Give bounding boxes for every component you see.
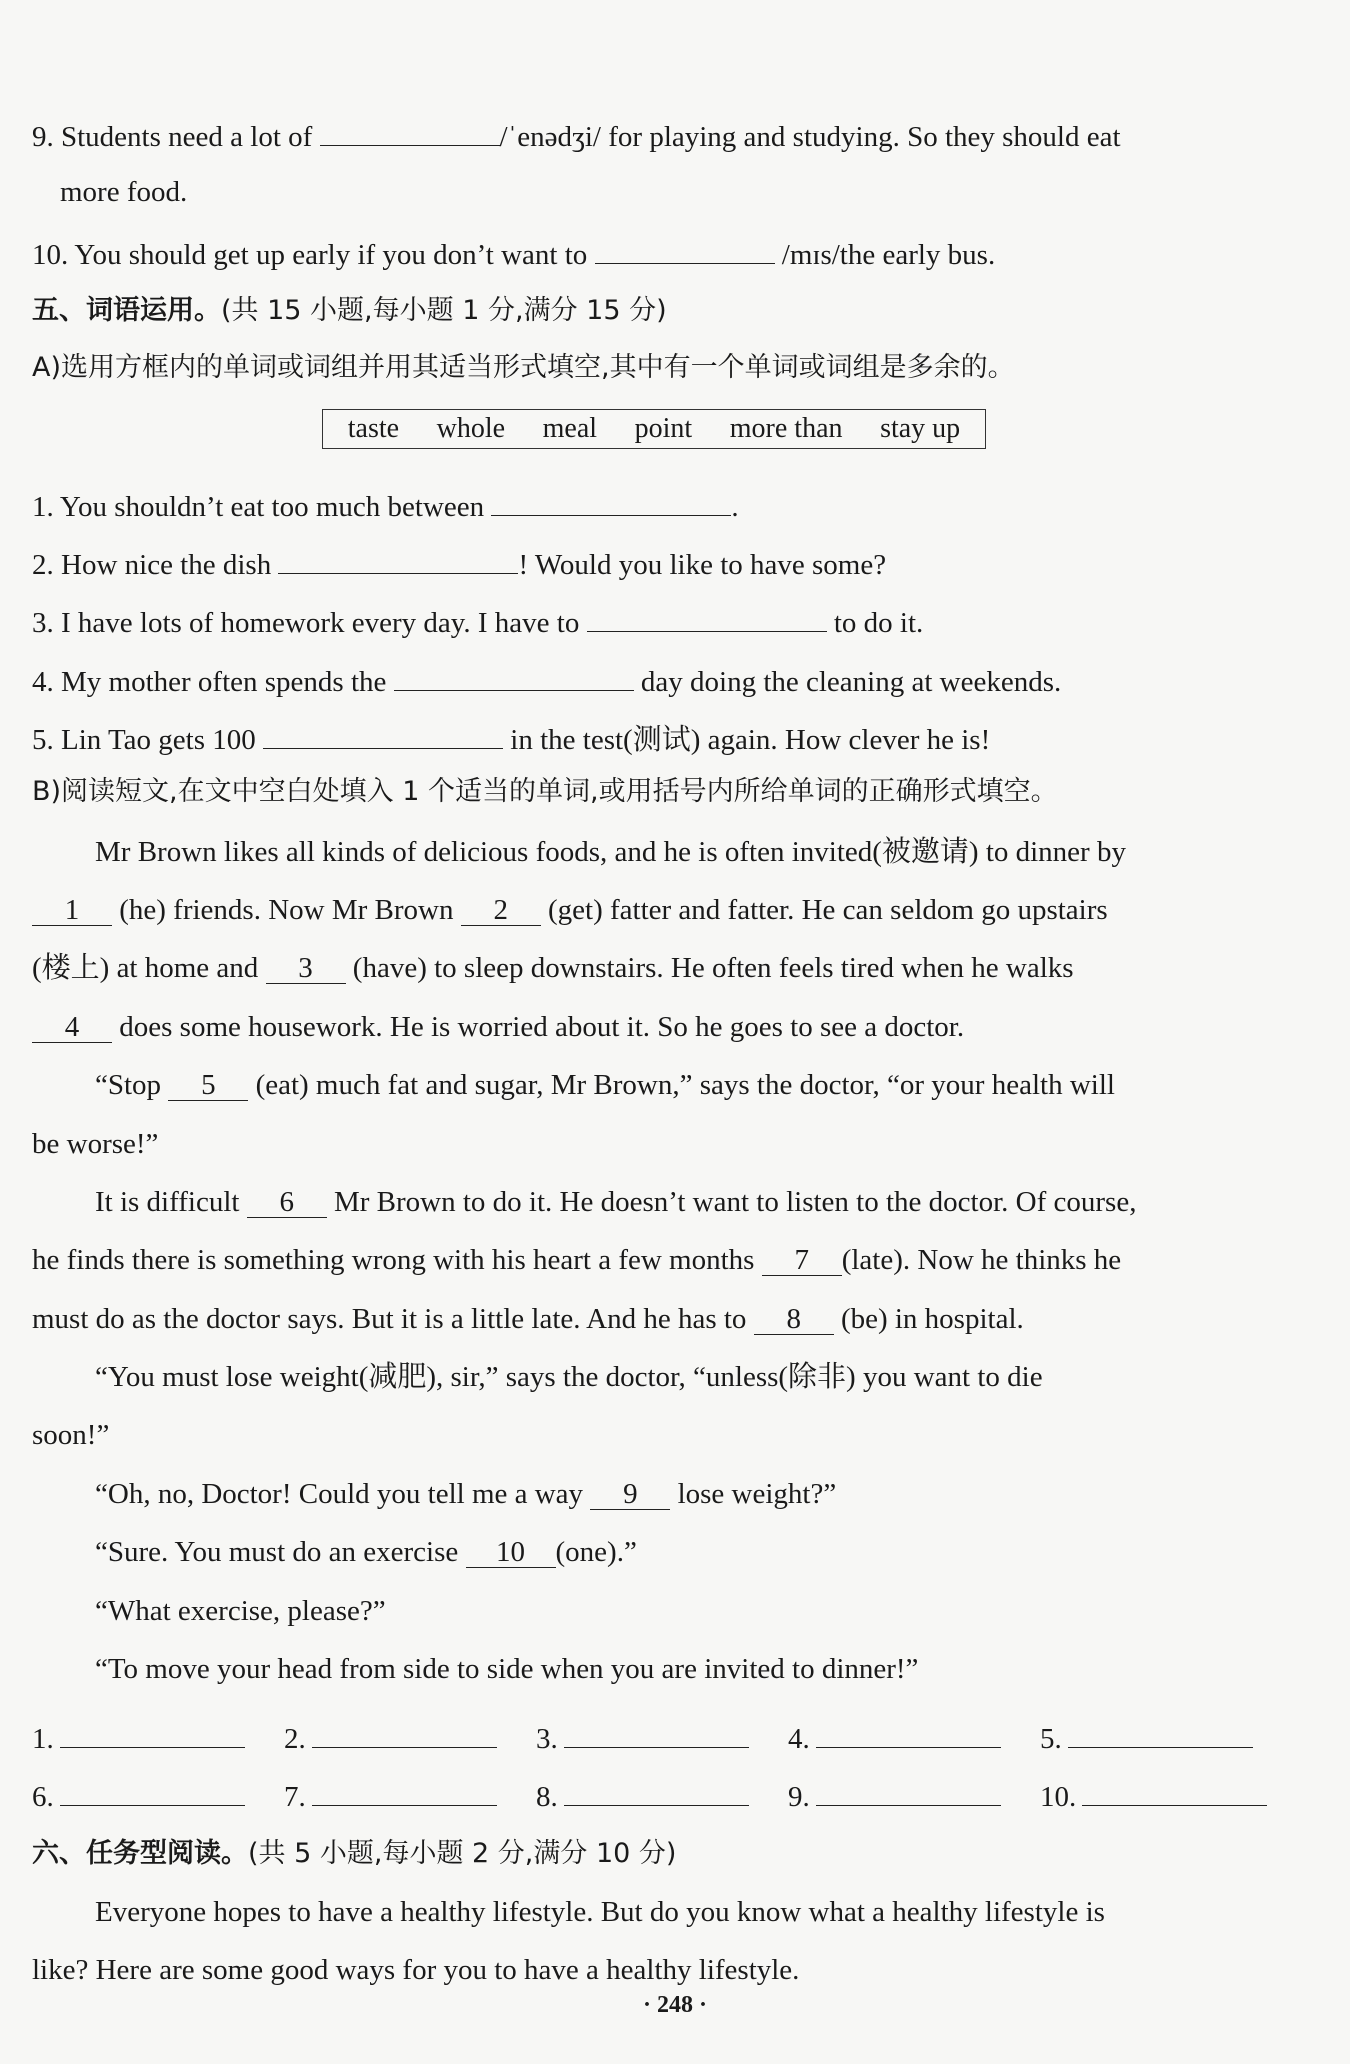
passage-text: he finds there is something wrong with his heart a few months <box>32 1244 755 1276</box>
passage-blank[interactable]: 5 <box>168 1070 248 1101</box>
passage-line: Mr Brown likes all kinds of delicious foods, and he is often invited(被邀请) to dinner by <box>95 836 1126 868</box>
answer-cell <box>788 1775 1040 1814</box>
answer-cell <box>1040 1717 1292 1756</box>
item-text-end: day doing the cleaning at weekends. <box>640 666 1062 698</box>
passage-text: “Sure. You must do an exercise <box>95 1536 459 1568</box>
passage-blank[interactable]: 6 <box>247 1187 327 1218</box>
passage-text: does some housework. He is worried about it. So he goes to see a doctor. <box>119 1011 965 1043</box>
passage-line <box>32 1010 1290 1045</box>
item-blank[interactable] <box>491 485 731 516</box>
section-6-info: (共 5 小题,每小题 2 分,满分 10 分) <box>248 1838 677 1869</box>
word-box <box>322 409 986 449</box>
answer-cell <box>284 1717 536 1756</box>
word-option: whole <box>436 413 506 444</box>
section-6-title: 六、任务型阅读。 <box>32 1838 248 1869</box>
item-text-end: to do it. <box>833 607 924 639</box>
word-option: meal <box>542 413 598 444</box>
item-text: 4. My mother often spends the <box>32 666 387 698</box>
answer-number: 3. <box>536 1723 558 1755</box>
item-blank[interactable] <box>278 543 518 574</box>
answer-row-2 <box>32 1775 1292 1814</box>
answer-row-1 <box>32 1717 1292 1756</box>
item-text: 3. I have lots of homework every day. I have to <box>32 607 580 639</box>
answer-number: 7. <box>284 1781 306 1813</box>
question-9 <box>32 115 1290 155</box>
item-blank[interactable] <box>394 660 634 691</box>
passage-text: “Stop <box>95 1069 162 1101</box>
answer-number: 8. <box>536 1781 558 1813</box>
item-text-end: in the test(测试) again. How clever he is! <box>510 724 991 756</box>
passage-text: (one).” <box>555 1536 637 1568</box>
item-text: 5. Lin Tao gets 100 <box>32 724 256 756</box>
answer-number: 4. <box>788 1723 810 1755</box>
answer-blank[interactable] <box>312 1717 497 1748</box>
passage-line: “What exercise, please?” <box>95 1595 386 1627</box>
passage-line: “You must lose weight(减肥), sir,” says the doctor, “unless(除非) you want to die <box>95 1361 1043 1393</box>
q10-blank[interactable] <box>595 233 775 264</box>
page-number: · 248 · <box>642 1992 707 2018</box>
answer-blank[interactable] <box>1082 1775 1267 1806</box>
passage-blank[interactable]: 9 <box>590 1479 670 1510</box>
answer-cell <box>536 1717 788 1756</box>
answer-blank[interactable] <box>60 1717 245 1748</box>
answer-number: 9. <box>788 1781 810 1813</box>
passage-blank[interactable]: 7 <box>762 1245 842 1276</box>
q9-text: 9. Students need a lot of <box>32 121 313 153</box>
answer-cell <box>32 1775 284 1814</box>
answer-number: 10. <box>1040 1781 1077 1813</box>
answer-cell <box>284 1775 536 1814</box>
passage-text: (be) in hospital. <box>840 1303 1024 1335</box>
answer-blank[interactable] <box>816 1775 1001 1806</box>
item-text: 2. How nice the dish <box>32 549 272 581</box>
word-option: stay up <box>880 413 961 444</box>
q9-blank[interactable] <box>320 115 500 146</box>
item-blank[interactable] <box>263 718 503 749</box>
passage-text: (楼上) at home and <box>32 952 259 984</box>
q9-phonetic: /ˈenədʒi/ <box>499 121 601 153</box>
passage-line <box>32 1243 1290 1278</box>
part-a-item-4 <box>32 660 1290 700</box>
passage-line: Everyone hopes to have a healthy lifestyle. But do you know what a healthy lifestyle is <box>95 1896 1105 1928</box>
passage-text: (late). Now he thinks he <box>841 1244 1122 1276</box>
answer-blank[interactable] <box>816 1717 1001 1748</box>
q9-text-end: for playing and studying. So they should eat <box>608 121 1121 153</box>
passage-text: Mr Brown to do it. He doesn’t want to listen to the doctor. Of course, <box>333 1186 1137 1218</box>
passage-line <box>95 1477 1290 1512</box>
section-5-heading <box>32 293 1290 328</box>
answer-blank[interactable] <box>312 1775 497 1806</box>
passage-line: soon!” <box>32 1419 110 1451</box>
q10-text-end: the early bus. <box>839 239 996 271</box>
passage-blank[interactable]: 4 <box>32 1012 112 1043</box>
part-a-instruction: A)选用方框内的单词或词组并用其适当形式填空,其中有一个单词或词组是多余的。 <box>32 352 1015 383</box>
word-option: taste <box>347 413 400 444</box>
passage-blank[interactable]: 2 <box>461 895 541 926</box>
part-a-item-3 <box>32 601 1290 641</box>
passage-text: (get) fatter and fatter. He can seldom go upstairs <box>548 894 1108 926</box>
passage-blank[interactable]: 10 <box>466 1537 556 1568</box>
part-a-item-5 <box>32 718 1290 758</box>
word-option: more than <box>729 413 843 444</box>
passage-line <box>95 1185 1290 1220</box>
part-a-item-1 <box>32 485 1290 525</box>
answer-cell <box>32 1717 284 1756</box>
answer-blank[interactable] <box>564 1717 749 1748</box>
answer-number: 1. <box>32 1723 54 1755</box>
passage-text: (have) to sleep downstairs. He often feels tired when he walks <box>352 952 1074 984</box>
passage-line: be worse!” <box>32 1128 159 1160</box>
answer-number: 6. <box>32 1781 54 1813</box>
question-10 <box>32 233 1290 273</box>
section-5-info: (共 15 小题,每小题 1 分,满分 15 分) <box>221 295 667 326</box>
passage-line <box>32 1302 1290 1337</box>
q9-continuation: more food. <box>60 176 188 208</box>
item-blank[interactable] <box>587 601 827 632</box>
q10-text: 10. You should get up early if you don’t want to <box>32 239 588 271</box>
part-a-item-2 <box>32 543 1290 583</box>
passage-line: like? Here are some good ways for you to have a healthy lifestyle. <box>32 1954 800 1986</box>
passage-text: must do as the doctor says. But it is a little late. And he has to <box>32 1303 747 1335</box>
passage-text: “Oh, no, Doctor! Could you tell me a way <box>95 1478 584 1510</box>
answer-blank[interactable] <box>60 1775 245 1806</box>
answer-cell <box>536 1775 788 1814</box>
answer-number: 2. <box>284 1723 306 1755</box>
passage-blank[interactable]: 1 <box>32 895 112 926</box>
section-5-title: 五、词语运用。 <box>32 295 221 326</box>
item-text: 1. You shouldn’t eat too much between <box>32 491 485 523</box>
part-b-instruction: B)阅读短文,在文中空白处填入 1 个适当的单词,或用括号内所给单词的正确形式填空。 <box>32 776 1058 807</box>
answer-blank[interactable] <box>564 1775 749 1806</box>
passage-text: (eat) much fat and sugar, Mr Brown,” says the doctor, “or your health will <box>255 1069 1115 1101</box>
passage-text: It is difficult <box>95 1186 240 1218</box>
answer-number: 5. <box>1040 1723 1062 1755</box>
passage-text: (he) friends. Now Mr Brown <box>119 894 454 926</box>
passage-text: lose weight?” <box>677 1478 837 1510</box>
answer-cell <box>788 1717 1040 1756</box>
section-6-heading <box>32 1836 1290 1871</box>
passage-line <box>32 893 1290 928</box>
passage-blank[interactable]: 3 <box>266 953 346 984</box>
word-option: point <box>634 413 693 444</box>
passage-line: “To move your head from side to side when you are invited to dinner!” <box>95 1653 919 1685</box>
passage-line <box>95 1068 1290 1103</box>
answer-blank[interactable] <box>1068 1717 1253 1748</box>
passage-line <box>95 1535 1290 1570</box>
q10-phonetic: /mɪs/ <box>781 239 840 271</box>
passage-blank[interactable]: 8 <box>754 1304 834 1335</box>
passage-line <box>32 951 1290 986</box>
answer-cell <box>1040 1775 1292 1814</box>
item-text-end: . <box>731 491 739 523</box>
item-text-end: ! Would you like to have some? <box>518 549 887 581</box>
